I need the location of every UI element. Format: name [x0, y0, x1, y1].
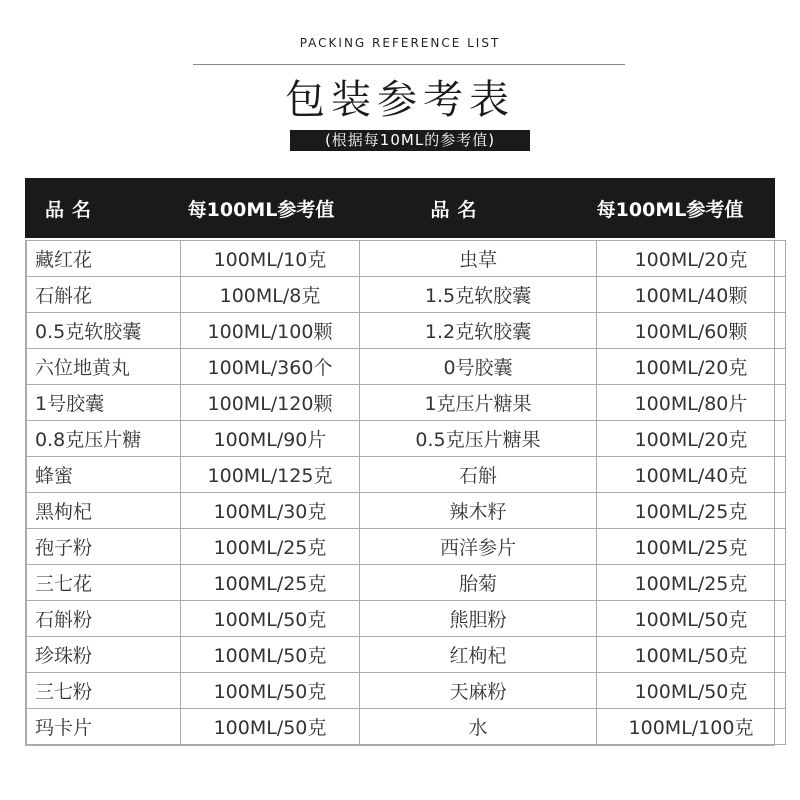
table-row — [27, 565, 786, 601]
subtitle: PACKING REFERENCE LIST — [299, 36, 501, 50]
product-name-cell: 0号胶囊 — [360, 349, 597, 385]
product-name-cell: 红枸杞 — [360, 637, 597, 673]
column-header: 品名 — [45, 198, 100, 221]
product-name-cell: 三七花 — [27, 565, 181, 601]
table-row — [27, 601, 786, 637]
reference-value-cell: 100ML/360个 — [181, 349, 360, 385]
reference-note: (根据每10ML的参考值) — [290, 130, 530, 151]
reference-value-cell: 100ML/8克 — [181, 277, 360, 313]
table-row — [27, 493, 786, 529]
page-title: 包装参考表 — [285, 77, 515, 123]
product-name-cell: 石斛粉 — [27, 601, 181, 637]
reference-value-cell: 100ML/40颗 — [597, 277, 786, 313]
product-name-cell: 黑枸杞 — [27, 493, 181, 529]
table-row — [27, 637, 786, 673]
reference-value-cell: 100ML/50克 — [597, 637, 786, 673]
product-name-cell: 1.5克软胶囊 — [360, 277, 597, 313]
reference-value-cell: 100ML/20克 — [597, 421, 786, 457]
product-name-cell: 藏红花 — [27, 241, 181, 277]
reference-value-cell: 100ML/120颗 — [181, 385, 360, 421]
table-row — [27, 673, 786, 709]
reference-value-cell: 100ML/50克 — [597, 673, 786, 709]
table-row — [27, 277, 786, 313]
product-name-cell: 1.2克软胶囊 — [360, 313, 597, 349]
table-row — [27, 421, 786, 457]
product-name-cell: 蜂蜜 — [27, 457, 181, 493]
product-name-cell: 0.5克软胶囊 — [27, 313, 181, 349]
product-name-cell: 六位地黄丸 — [27, 349, 181, 385]
table-row — [27, 457, 786, 493]
reference-value-cell: 100ML/100克 — [597, 709, 786, 745]
product-name-cell: 1克压片糖果 — [360, 385, 597, 421]
reference-value-cell: 100ML/60颗 — [597, 313, 786, 349]
divider — [193, 64, 625, 65]
reference-value-cell: 100ML/80片 — [597, 385, 786, 421]
packing-table — [25, 178, 775, 746]
reference-value-cell: 100ML/50克 — [597, 601, 786, 637]
product-name-cell: 珍珠粉 — [27, 637, 181, 673]
product-name-cell: 0.5克压片糖果 — [360, 421, 597, 457]
column-header: 品名 — [430, 198, 485, 221]
reference-value-cell: 100ML/25克 — [181, 529, 360, 565]
product-name-cell: 孢子粉 — [27, 529, 181, 565]
reference-value-cell: 100ML/25克 — [597, 565, 786, 601]
product-name-cell: 西洋参片 — [360, 529, 597, 565]
product-name-cell: 1号胶囊 — [27, 385, 181, 421]
reference-value-cell: 100ML/90片 — [181, 421, 360, 457]
table-row — [27, 241, 786, 277]
reference-value-cell: 100ML/30克 — [181, 493, 360, 529]
reference-value-cell: 100ML/20克 — [597, 349, 786, 385]
product-name-cell: 虫草 — [360, 241, 597, 277]
product-name-cell: 胎菊 — [360, 565, 597, 601]
product-name-cell: 0.8克压片糖 — [27, 421, 181, 457]
product-name-cell: 三七粉 — [27, 673, 181, 709]
table-header — [25, 178, 775, 238]
table-body — [25, 240, 775, 746]
reference-value-cell: 100ML/50克 — [181, 601, 360, 637]
reference-value-cell: 100ML/50克 — [181, 637, 360, 673]
product-name-cell: 石斛 — [360, 457, 597, 493]
product-name-cell: 玛卡片 — [27, 709, 181, 745]
reference-value-cell: 100ML/25克 — [597, 529, 786, 565]
reference-value-cell: 100ML/10克 — [181, 241, 360, 277]
column-header: 每100ML参考值 — [596, 198, 744, 221]
reference-value-cell: 100ML/100颗 — [181, 313, 360, 349]
product-name-cell: 辣木籽 — [360, 493, 597, 529]
reference-value-cell: 100ML/25克 — [181, 565, 360, 601]
product-name-cell: 水 — [360, 709, 597, 745]
table-row — [27, 349, 786, 385]
table-row — [27, 313, 786, 349]
reference-value-cell: 100ML/50克 — [181, 709, 360, 745]
reference-value-cell: 100ML/40克 — [597, 457, 786, 493]
table-row — [27, 385, 786, 421]
product-name-cell: 石斛花 — [27, 277, 181, 313]
table-row — [27, 529, 786, 565]
reference-value-cell: 100ML/50克 — [181, 673, 360, 709]
product-name-cell: 熊胆粉 — [360, 601, 597, 637]
product-name-cell: 天麻粉 — [360, 673, 597, 709]
reference-value-cell: 100ML/125克 — [181, 457, 360, 493]
table-row — [27, 709, 786, 745]
reference-value-cell: 100ML/20克 — [597, 241, 786, 277]
reference-value-cell: 100ML/25克 — [597, 493, 786, 529]
column-header: 每100ML参考值 — [187, 198, 335, 221]
